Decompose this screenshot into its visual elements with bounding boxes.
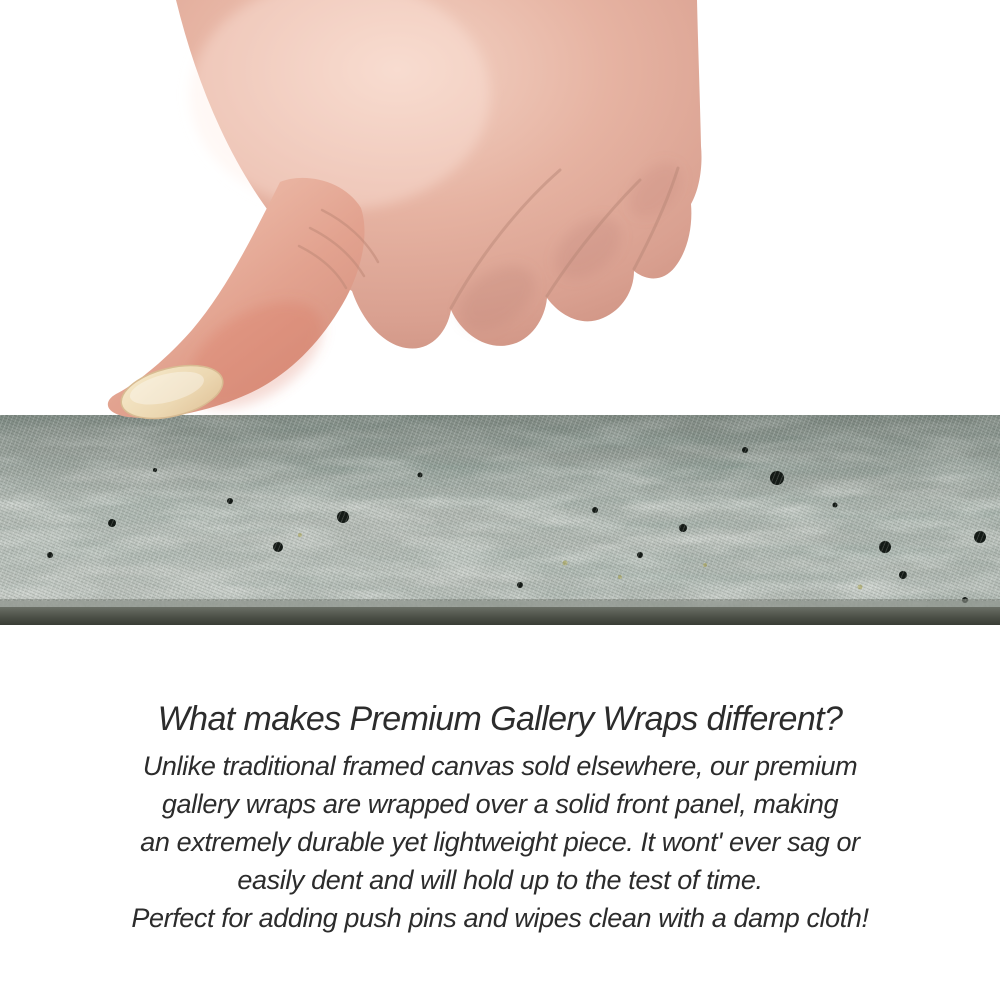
canvas-edge-photo xyxy=(0,415,1000,625)
caption-line-4: easily dent and will hold up to the test of time. xyxy=(237,865,763,895)
hand-pressing-photo xyxy=(0,0,1000,430)
caption-line-3: an extremely durable yet lightweight piece. It wont' ever sag or xyxy=(140,827,860,857)
caption-line-1: Unlike traditional framed canvas sold elsewhere, our premium xyxy=(142,751,858,781)
canvas-texture xyxy=(0,415,1000,625)
caption-line-2: gallery wraps are wrapped over a solid front panel, making xyxy=(161,789,839,819)
caption-line-5: Perfect for adding push pins and wipes clean with a damp cloth! xyxy=(131,903,869,933)
canvas-bottom-edge xyxy=(0,607,1000,625)
caption-block xyxy=(0,700,1000,937)
caption-heading: What makes Premium Gallery Wraps different? xyxy=(157,700,843,738)
